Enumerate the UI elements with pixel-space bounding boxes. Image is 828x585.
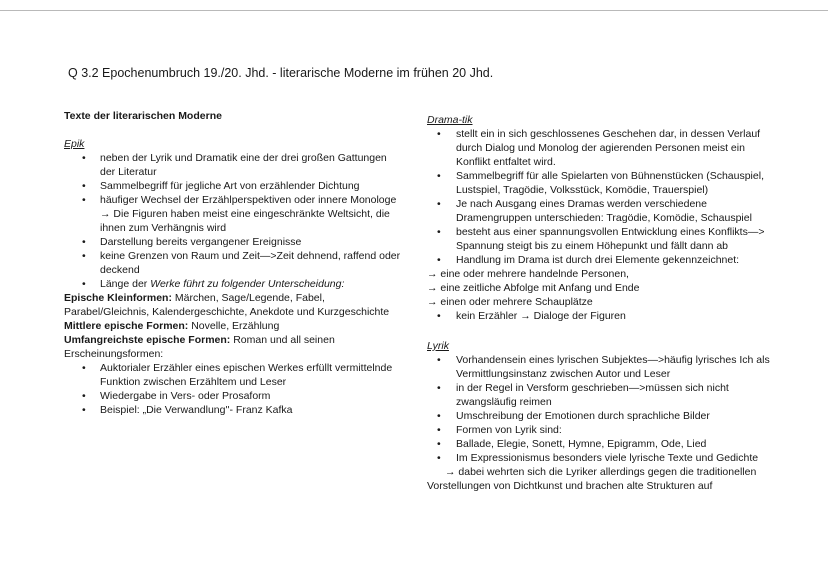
list-item-text: Länge der — [100, 278, 151, 290]
term-text: Märchen, Sage/Legende, Fabel, Parabel/Gleichnis, Kalendergeschichte, Anekdote und Kurzgeschichte — [64, 292, 390, 318]
list-item: • Formen von Lyrik sind: — [427, 423, 779, 437]
list-item: • in der Regel in Versform geschrieben—>müssen sich nicht zwangsläufig reimen — [427, 381, 779, 409]
list-item: • Umschreibung der Emotionen durch sprachliche Bilder — [427, 409, 779, 423]
list-item: • Darstellung bereits vergangener Ereignisse — [64, 235, 404, 249]
list-item: • neben der Lyrik und Dramatik eine der drei großen Gattungen der Literatur — [64, 151, 404, 179]
list-item: • Wiedergabe in Vers- oder Prosaform — [64, 389, 404, 403]
epik-list — [64, 151, 404, 291]
list-item: • Auktorialer Erzähler eines epischen Werkes erfüllt vermittelnde Funktion zwischen Erzähltem und Leser — [64, 361, 404, 389]
term-text: Roman und all seinen Erscheinungsformen: — [64, 334, 335, 360]
page-title: Q 3.2 Epochenumbruch 19./20. Jhd. - literarische Moderne im frühen 20 Jhd. — [68, 66, 494, 80]
list-item: • stellt ein in sich geschlossenes Geschehen dar, in dessen Verlauf durch Dialog und Monolog der agierenden Personen meist ein Konflikt entfaltet wird. — [427, 127, 779, 169]
list-item: • Sammelbegriff für alle Spielarten von Bühnenstücken (Schauspiel, Lustspiel, Tragödie, Volksstück, Komödie, Trauerspiel) — [427, 169, 779, 197]
list-item: • Je nach Ausgang eines Dramas werden verschiedene Dramengruppen unterschieden: Tragödie, Komödie, Schauspiel — [427, 197, 779, 225]
dramatik-list-end — [427, 309, 779, 323]
list-item: • Beispiel: „Die Verwandlung''- Franz Kafka — [64, 403, 404, 417]
section-gap — [427, 323, 779, 339]
arrow-note: → Die Figuren haben meist eine eingeschränkte Weltsicht, die ihnen zum Verhängnis wird — [100, 208, 390, 234]
arrow-note: → dabei wehrten sich die Lyriker allerdings gegen die traditionellen Vorstellungen von Dichtkunst und brachen alte Strukturen auf — [427, 466, 757, 492]
arrow-line: → eine oder mehrere handelnde Personen, — [427, 268, 629, 280]
mittlere-formen-paragraph — [64, 319, 404, 333]
list-item: • besteht aus einer spannungsvollen Entwicklung eines Konflikts—> Spannung steigt bis zu einem Höhepunkt und fällt dann ab — [427, 225, 779, 253]
list-item — [64, 193, 404, 235]
lyrik-list — [427, 353, 779, 465]
epik-heading: Epik — [64, 138, 85, 150]
list-item: • Sammelbegriff für jegliche Art von erzählender Dichtung — [64, 179, 404, 193]
arrow-line: → eine zeitliche Abfolge mit Anfang und Ende — [427, 282, 640, 294]
term-label: Umfangreichste epische Formen: — [64, 334, 231, 346]
list-item: • Ballade, Elegie, Sonett, Hymne, Epigramm, Ode, Lied — [427, 437, 779, 451]
left-column — [64, 109, 404, 417]
term-text: Novelle, Erzählung — [188, 320, 280, 332]
term-label: Mittlere epische Formen: — [64, 320, 189, 332]
list-item: • kein Erzähler → Dialoge der Figuren — [427, 309, 779, 323]
list-item: • Im Expressionismus besonders viele lyrische Texte und Gedichte — [427, 451, 779, 465]
list-item: • keine Grenzen von Raum und Zeit—>Zeit dehnend, raffend oder deckend — [64, 249, 404, 277]
epische-kleinformen-paragraph — [64, 291, 404, 319]
page-top-border — [0, 10, 828, 11]
term-label: Epische Kleinformen: — [64, 292, 172, 304]
right-column — [427, 113, 779, 493]
left-section-heading: Texte der literarischen Moderne — [64, 110, 222, 122]
umfangreichste-formen-paragraph — [64, 333, 404, 361]
list-item: • Handlung im Drama ist durch drei Elemente gekennzeichnet: — [427, 253, 779, 267]
dramatik-list — [427, 127, 779, 267]
roman-list — [64, 361, 404, 417]
lyrik-heading: Lyrik — [427, 340, 449, 352]
list-item-text: häufiger Wechsel der Erzählperspektiven oder innere Monologe — [100, 194, 397, 206]
list-item: • Vorhandensein eines lyrischen Subjektes—>häufig lyrisches Ich als Vermittlungsinstanz zwischen Autor und Leser — [427, 353, 779, 381]
list-item — [64, 277, 404, 291]
arrow-line: → einen oder mehrere Schauplätze — [427, 296, 593, 308]
dramatik-heading: Drama-tik — [427, 114, 473, 126]
list-item-italic-text: Werke führt zu folgender Unterscheidung: — [150, 278, 345, 290]
